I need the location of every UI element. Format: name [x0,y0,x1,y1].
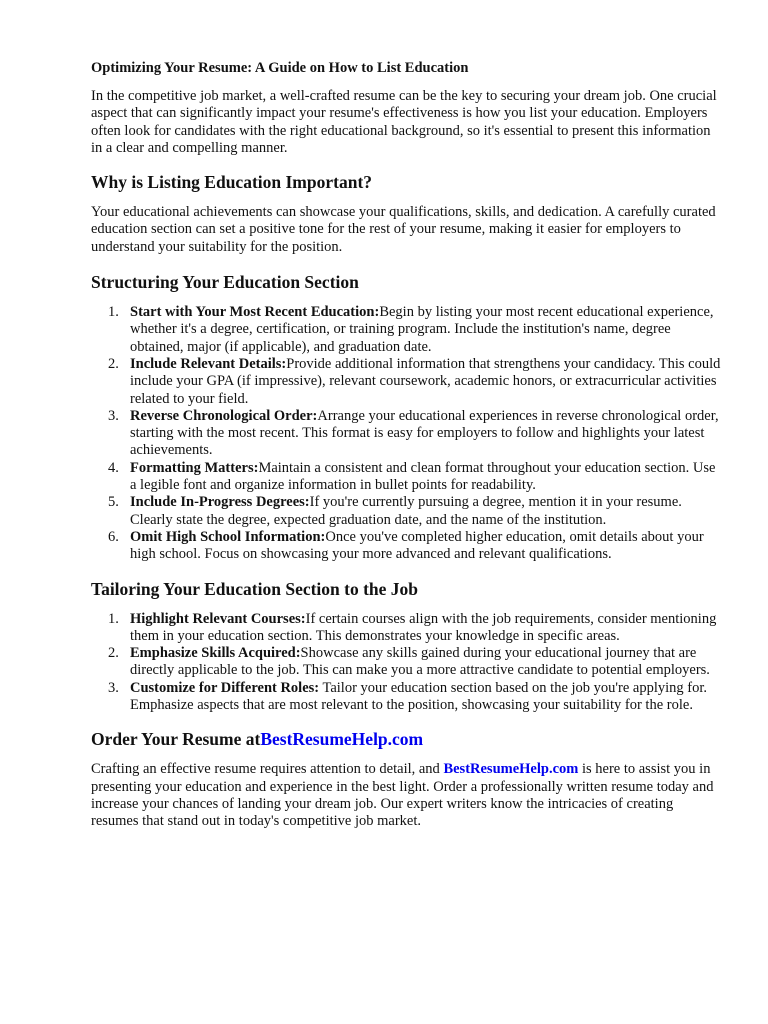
list-item-title: Include Relevant Details: [130,355,287,372]
list-item-text: If you're currently pursuing a degree, mention it in your resume. Clearly state the degree, expected graduation date, and the name of the institution. [130,494,682,528]
best-resume-help-link[interactable]: BestResumeHelp.com [443,761,579,778]
list-number: 1. [108,304,119,321]
list-item-text: Maintain a consistent and clean format throughout your education section. Use a legible font and organize information in bullet points for readability. [130,459,716,494]
list-item-text: If certain courses align with the job requirements, consider mentioning them in your education section. This demonstrates your knowledge in specific areas. [130,610,717,644]
list-item-text: Arrange your educational experiences in reverse chronological order, starting with the most recent. This format is easy for employers to follow and highlights your latest achievements. [130,407,719,459]
document-title: Optimizing Your Resume: A Guide on How to List Education [91,60,469,76]
list-number: 2. [108,355,119,372]
list-number: 3. [108,407,119,424]
list-item [91,680,721,715]
section-heading-tailoring: Tailoring Your Education Section to the Job [91,578,419,599]
list-number: 6. [108,528,119,545]
section-heading-order [91,728,721,750]
list-item-title: Start with Your Most Recent Education: [130,304,380,321]
list-item-title: Reverse Chronological Order: [130,407,318,424]
list-item [91,304,721,356]
list-item-text: Once you've completed higher education, omit details about your high school. Focus on showcasing your more advanced and relevant qualifications. [130,528,704,563]
intro-paragraph: In the competitive job market, a well-crafted resume can be the key to securing your dream job. One crucial aspect that can significantly impact your resume's effectiveness is how you list your education. Employers often look for candidates with the right educational background, so it's essential to present this information in a clear and compelling manner. [91,88,717,156]
list-number: 3. [108,679,119,696]
list-number: 5. [108,494,119,511]
paragraph-text: is here to assist you in presenting your education and experience in the best light. Order a professionally written resume today and increase your chances of landing your dream job. Our expert writers know the intricacies of creating resumes that stand out in today's competitive job market. [91,761,714,830]
list-item [91,460,721,495]
list-item-title: Emphasize Skills Acquired: [130,645,301,662]
list-number: 4. [108,459,119,476]
list-item [91,611,721,646]
order-paragraph [91,761,721,830]
structuring-list [91,304,721,563]
section-heading-why-education: Why is Listing Education Important? [91,172,373,193]
list-number: 2. [108,645,119,662]
list-item-title: Omit High School Information: [130,528,326,545]
document-page [91,58,721,843]
list-item-title: Formatting Matters: [130,459,259,476]
list-item-text: Tailor your education section based on the job you're applying for. Emphasize aspects that are most relevant to the position, showcasing your suitability for the role. [130,679,708,714]
list-item-text: Provide additional information that strengthens your candidacy. This could include your GPA (if impressive), relevant coursework, academic honors, or extracurricular activities related to your field. [130,355,721,407]
list-item-text: Begin by listing your most recent educational experience, whether it's a degree, certification, or training program. Include the institution's name, degree obtained, major (if applicable), and graduation date. [130,304,714,355]
list-item [91,356,721,408]
list-item [91,408,721,460]
heading-text: Order Your Resume at [91,729,261,750]
section-heading-structuring: Structuring Your Education Section [91,272,359,293]
paragraph-text: Crafting an effective resume requires attention to detail, and [91,761,444,778]
best-resume-help-heading-link[interactable]: BestResumeHelp.com [260,729,424,750]
list-item [91,494,721,529]
list-number: 1. [108,610,119,627]
list-item [91,645,721,680]
list-item [91,529,721,564]
list-item-text: Showcase any skills gained during your educational journey that are directly applicable to the job. This can make you a more attractive candidate to potential employers. [130,645,710,679]
list-item-title: Highlight Relevant Courses: [130,610,306,627]
list-item-title: Include In-Progress Degrees: [130,494,310,511]
section-paragraph-why-education: Your educational achievements can showcase your qualifications, skills, and dedication. A carefully curated education section can set a positive tone for the rest of your resume, making it easier for employers to understand your suitability for the position. [91,204,716,255]
list-item-title: Customize for Different Roles: [130,679,320,696]
tailoring-list [91,611,721,715]
